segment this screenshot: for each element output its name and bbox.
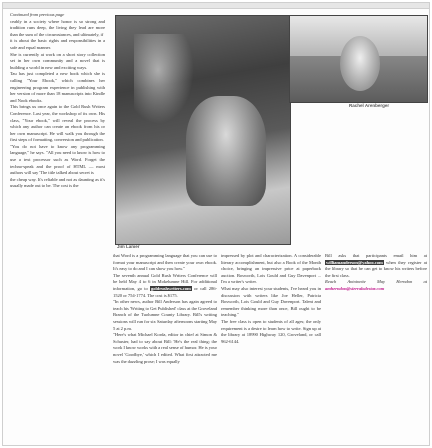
paragraph: "In other news, author Bill Anderson has again agreed to teach his 'Writing to Get Published' class at the Groveland Branch of the Tuolumne County Library. Bill's writing sessions will run for six Saturday afternoons starting May 5 at 2 p.m. (113, 299, 217, 331)
paragraph: ceably in a society where honor is so strong and tradition runs deep, the living they lead are more than the sum of the circumstances, and ultimately, if (10, 18, 105, 37)
article-page (2, 2, 430, 446)
website-link[interactable]: goldrushwriters.com (151, 285, 191, 291)
page-top-bar (3, 3, 429, 9)
paragraph (325, 253, 427, 279)
article-column-1 (10, 12, 105, 440)
continued-label: Continued from previous page (10, 12, 65, 17)
article-column-2 (113, 253, 217, 443)
photo-highlight (134, 34, 194, 124)
email-link-author[interactable]: amherndon@sierralodestar.com (325, 285, 385, 291)
paragraph: She is currently at work on a short story collection set in her own community and a novel that is building a world in new and exciting ways. (10, 51, 105, 70)
paragraph-text: Bill asks that participants email him at (325, 253, 427, 258)
paragraph-text: when they register at the library so that he can get to know his writers before the first class. (325, 259, 427, 278)
author-contact-text: Reach Antoinette May Herndon at (325, 279, 427, 285)
paragraph: What may also interest your students, I've heard you in discussion with writers like Joe Heller, Patricia Bosworth, Lois Gould and Guy Davenport. Talent and remember thinking more than once, Bill ought to be teaching." (221, 285, 321, 318)
article-column-3 (221, 253, 321, 443)
paragraph: the cheap way. It's reliable and not as daunting as it's usually made out to be. The cost is the (10, 176, 105, 189)
paragraph: This brings us once again to the Gold Rush Writers Conference. Last year, the workshop of its own. His class, "Your ebook," will reveal the process by which any author can create an ebook from his or her own manuscript. He will walk you through the first steps of formatting, conversion and publication. (10, 104, 105, 143)
paragraph-text: The seventh annual Gold Rush Writers Conference will be held May 4 to 6 in Mokelumne Hill. For additional information, go to (113, 272, 217, 291)
author-contact (325, 279, 427, 292)
paragraph: The free class is open to students of all ages; the only requirement is a desire to learn how to write. Sign up at the library at 18990 Highway 120, Groveland, or call 962-6144. (221, 318, 321, 344)
photo-caption-left: Jim Lanier (117, 244, 140, 249)
article-photo-right (289, 15, 428, 103)
photo-subject (186, 96, 266, 206)
article-photo-left (115, 15, 291, 245)
photo-caption-right: Rachel Arenberger (349, 103, 390, 108)
photo-subject (340, 36, 380, 91)
paragraph: Tau has just completed a new book which she is calling "Your Ebook," which combines her engineering program experience in publishing with her version of more than 18 manuscripts into Kindle and Nook ebooks. (10, 71, 105, 103)
email-link-bill[interactable]: williamanderson@yahoo.com (326, 259, 383, 265)
paragraph: "You do not have to know any programming language," he says. "All you need to know is how to use a text processor such as Word. Forget the techno-speak and the proof of HTML — most authors will say 'The title talked about secret is (10, 143, 105, 176)
paragraph (113, 273, 217, 299)
article-column-4 (325, 253, 427, 443)
paragraph: impressed by plot and characterization. A considerable literary accomplishment, but also a Book of the Month choice, bringing an impressive price at paperback auction. Bosworth, Lois Gould and Guy Davenport ... I'm a writer's writer. (221, 253, 321, 285)
paragraph: it is about the basic rights and responsibilities in a safe and equal manner. (10, 38, 105, 50)
paragraph: "Here's what Michael Korda, editor in chief at Simon & Schuster, had to say about Bill: 'He's the real thing; the work I know works with a real sense of humor. He is your novel 'Goodbye,' which I edited. What first attracted me was the dazzling prose; I was equally (113, 332, 217, 364)
paragraph: that Word is a programming language that you can use to format your manuscript and then create your own ebook. It's easy to do and I can show you how." (113, 253, 217, 272)
paragraph-text: or call 286-1520 or 754-1774. The cost is $175. (113, 285, 217, 298)
